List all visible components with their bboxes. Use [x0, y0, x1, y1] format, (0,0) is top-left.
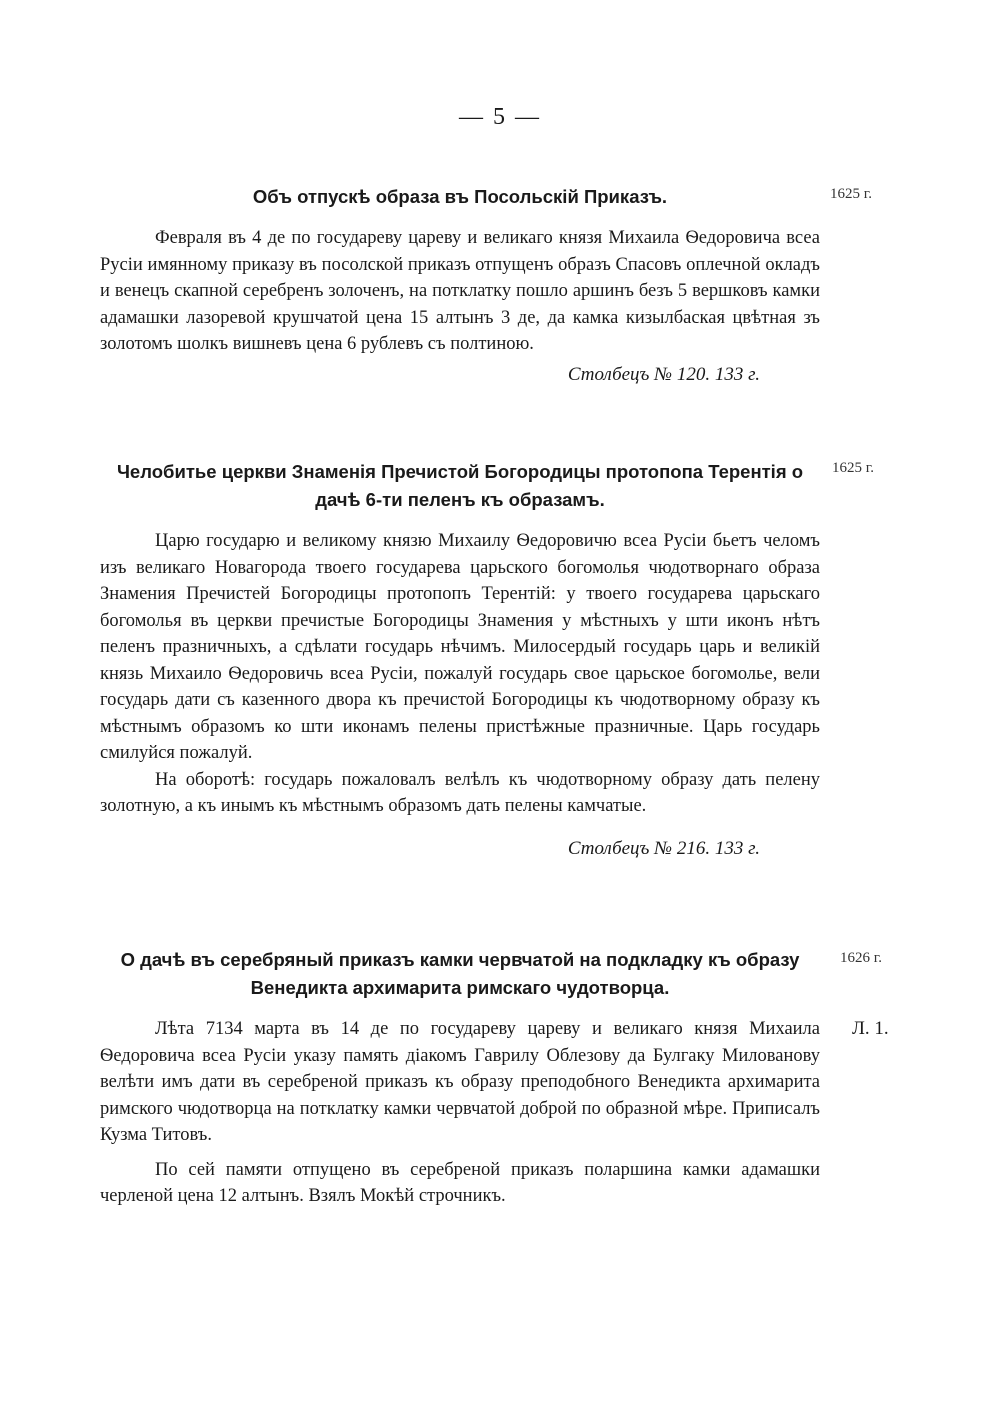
section-2 — [100, 458, 820, 860]
section-year: 1625 г. — [832, 460, 874, 476]
section-paragraph: Лѣта 7134 марта въ 14 де по государеву цареву и великаго князя Михаила Ѳедоровича всеа Русіи указу память діакомъ Гаврилу Облезову да Булгаку Милованову велѣти имъ дати въ серебреной приказъ къ образу преподобного Венедикта архимарита римского чюдотворца на потклатку камки червчатой доброй по образной мѣре. Приписалъ Кузма Титовъ. — [100, 1019, 820, 1145]
section-1 — [100, 183, 820, 386]
archive-reference: Столбецъ № 216. 133 г. — [567, 837, 760, 859]
page-number: — 5 — — [459, 104, 541, 130]
section-paragraph: На оборотѣ: государь пожаловалъ велѣлъ къ чюдотворному образу дать пелену золотную, а къ инымъ къ мѣстнымъ образомъ дать пелены камчатые. — [100, 769, 820, 816]
section-paragraph: Царю государю и великому князю Михаилу Ѳедоровичю всеа Русіи бьетъ челомъ изъ великаго Новагорода твоего государева царьского богомолья чюдотворнаго образа Знамения Пречистей Богородицы протопопъ Терентій: у твоего государева царьскаго богомолья въ церкви пречистые Богородицы Знамения у мѣстныхъ у шти иконъ нѣтъ пеленъ празничныхъ, а сдѣлати государь нѣчимъ. Милосердый государь царь и великій князь Михаило Ѳедоровичь всеа Русіи, пожалуй государь свое царьское богомолье, вели государь дати съ казенного двора къ пречистой Богородицы къ чюдотворному образу къ мѣстнымъ образомъ ко шти иконамъ пелены пристѣжные празничные. Царь государь смилуйся пожалуй. — [100, 531, 820, 763]
sheet-marker: Л. 1. — [852, 1018, 889, 1039]
archive-reference: Столбецъ № 120. 133 г. — [567, 363, 760, 385]
section-year: 1625 г. — [830, 186, 872, 202]
section-paragraph: Февраля въ 4 де по государеву цареву и великаго князя Михаила Ѳедоровича всеа Русіи имянному приказу въ посолской приказъ отпущенъ образъ Спасовъ оплечной окладъ и венецъ скапной серебренъ золоченъ, на потклатку пошло аршинъ безъ 5 вершковъ камки адамашки лазоревой крушчатой цена 15 алтынъ 3 де, да камка кизылбаская цвѣтная зъ золотомъ шолкъ вишневъ цена 6 рублевъ съ полтиною. — [100, 228, 820, 354]
section-heading: Объ отпускѣ образа въ Посольскій Приказъ. — [252, 186, 668, 207]
section-heading: О дачѣ въ серебряный приказъ камки червчатой на подкладку къ образу Венедикта архимарита римскаго чудотворца. — [120, 949, 800, 998]
section-3 — [100, 946, 820, 1210]
section-heading: Челобитье церкви Знаменія Пречистой Богородицы протопопа Терентія о дачѣ 6-ти пеленъ къ образамъ. — [116, 461, 804, 510]
section-year: 1626 г. — [840, 950, 882, 966]
section-paragraph: По сей памяти отпущено въ серебреной приказъ поларшина камки адамашки черленой цена 12 алтынъ. Взялъ Мокѣй строчникъ. — [100, 1159, 820, 1206]
